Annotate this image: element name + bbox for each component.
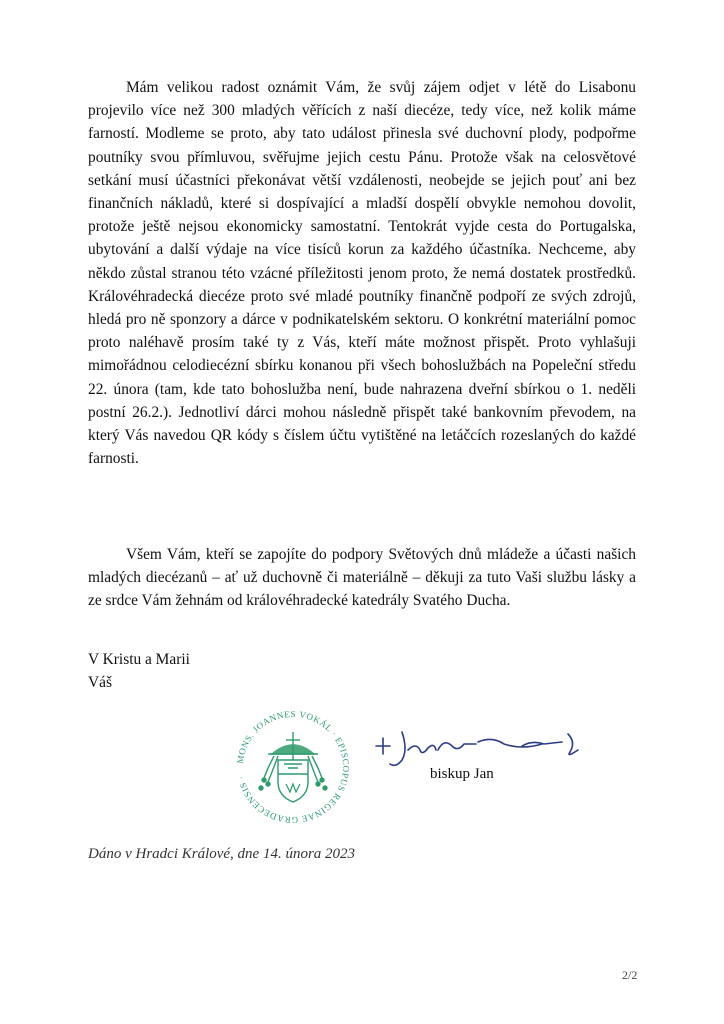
letter-paragraph-2: Všem Vám, kteří se zapojíte do podpory Světových dnů mládeže a účasti našich mladých diecézanů – ať už duchovně či materiálně – děkuji za tuto Vaši službu lásky a ze srdce Vám žehnám od královéhradecké katedrály Svatého Ducha. xyxy=(88,546,636,610)
closing-yours: Váš xyxy=(88,674,112,691)
episcopal-seal-stamp xyxy=(228,702,358,832)
date-place-line: Dáno v Hradci Králové, dne 14. února 2023 xyxy=(88,846,356,862)
closing-salutation: V Kristu a Marii xyxy=(88,651,190,668)
letter-paragraph-1: Mám velikou radost oznámit Vám, že svůj zájem odjet v létě do Lisabonu projevilo více než 300 mladých věřících z naší diecéze, tedy více, než kolik máme farností. Modleme se proto, aby tato událost přinesla své duchovní plody, podpořme poutníky svou přímluvou, svěřujme jejich cestu Pánu. Protože však na celosvětové setkání musí účastníci překonávat větší vzdálenosti, neobejde se jejich pouť ani bez finančních nákladů, které si dospívající a mladší dospělí obvykle nemohou dovolit, protože ještě nejsou ekonomicky samostatní. Tentokrát vyjde cesta do Portugalska, ubytování a další výdaje na více tisíců korun za každého účastníka. Nechceme, aby někdo zůstal stranou této vzácné příležitosti jenom proto, že nemá dostatek prostředků. Královéhradecká diecéze proto své mladé poutníky finančně podpoří ze svých zdrojů, hledá pro ně sponzory a dárce v podnikatelském sektoru. O konkrétní materiální pomoc proto naléhavě prosím také ty z Vás, kteří máte možnost přispět. Proto vyhlašuji mimořádnou celodiecézní sbírku konanou při všech bohoslužbách na Popeleční středu 22. února (tam, kde tato bohoslužba není, bude nahrazena dveřní sbírkou o 1. neděli postní 26.2.). Jednotliví dárci mohou následně přispět také bankovním převodem, na který Vás navedou QR kódy s číslem účtu vytištěné na letáčcích rozeslaných do každé farnosti. xyxy=(88,79,636,468)
page-number: 2/2 xyxy=(622,968,638,982)
signer-title: biskup Jan xyxy=(430,766,494,782)
svg-text:MONS. JOANNES VOKÁL · EPISCOPU: MONS. JOANNES VOKÁL · EPISCOPUS REGINAE GRADECENSIS · xyxy=(234,708,352,826)
